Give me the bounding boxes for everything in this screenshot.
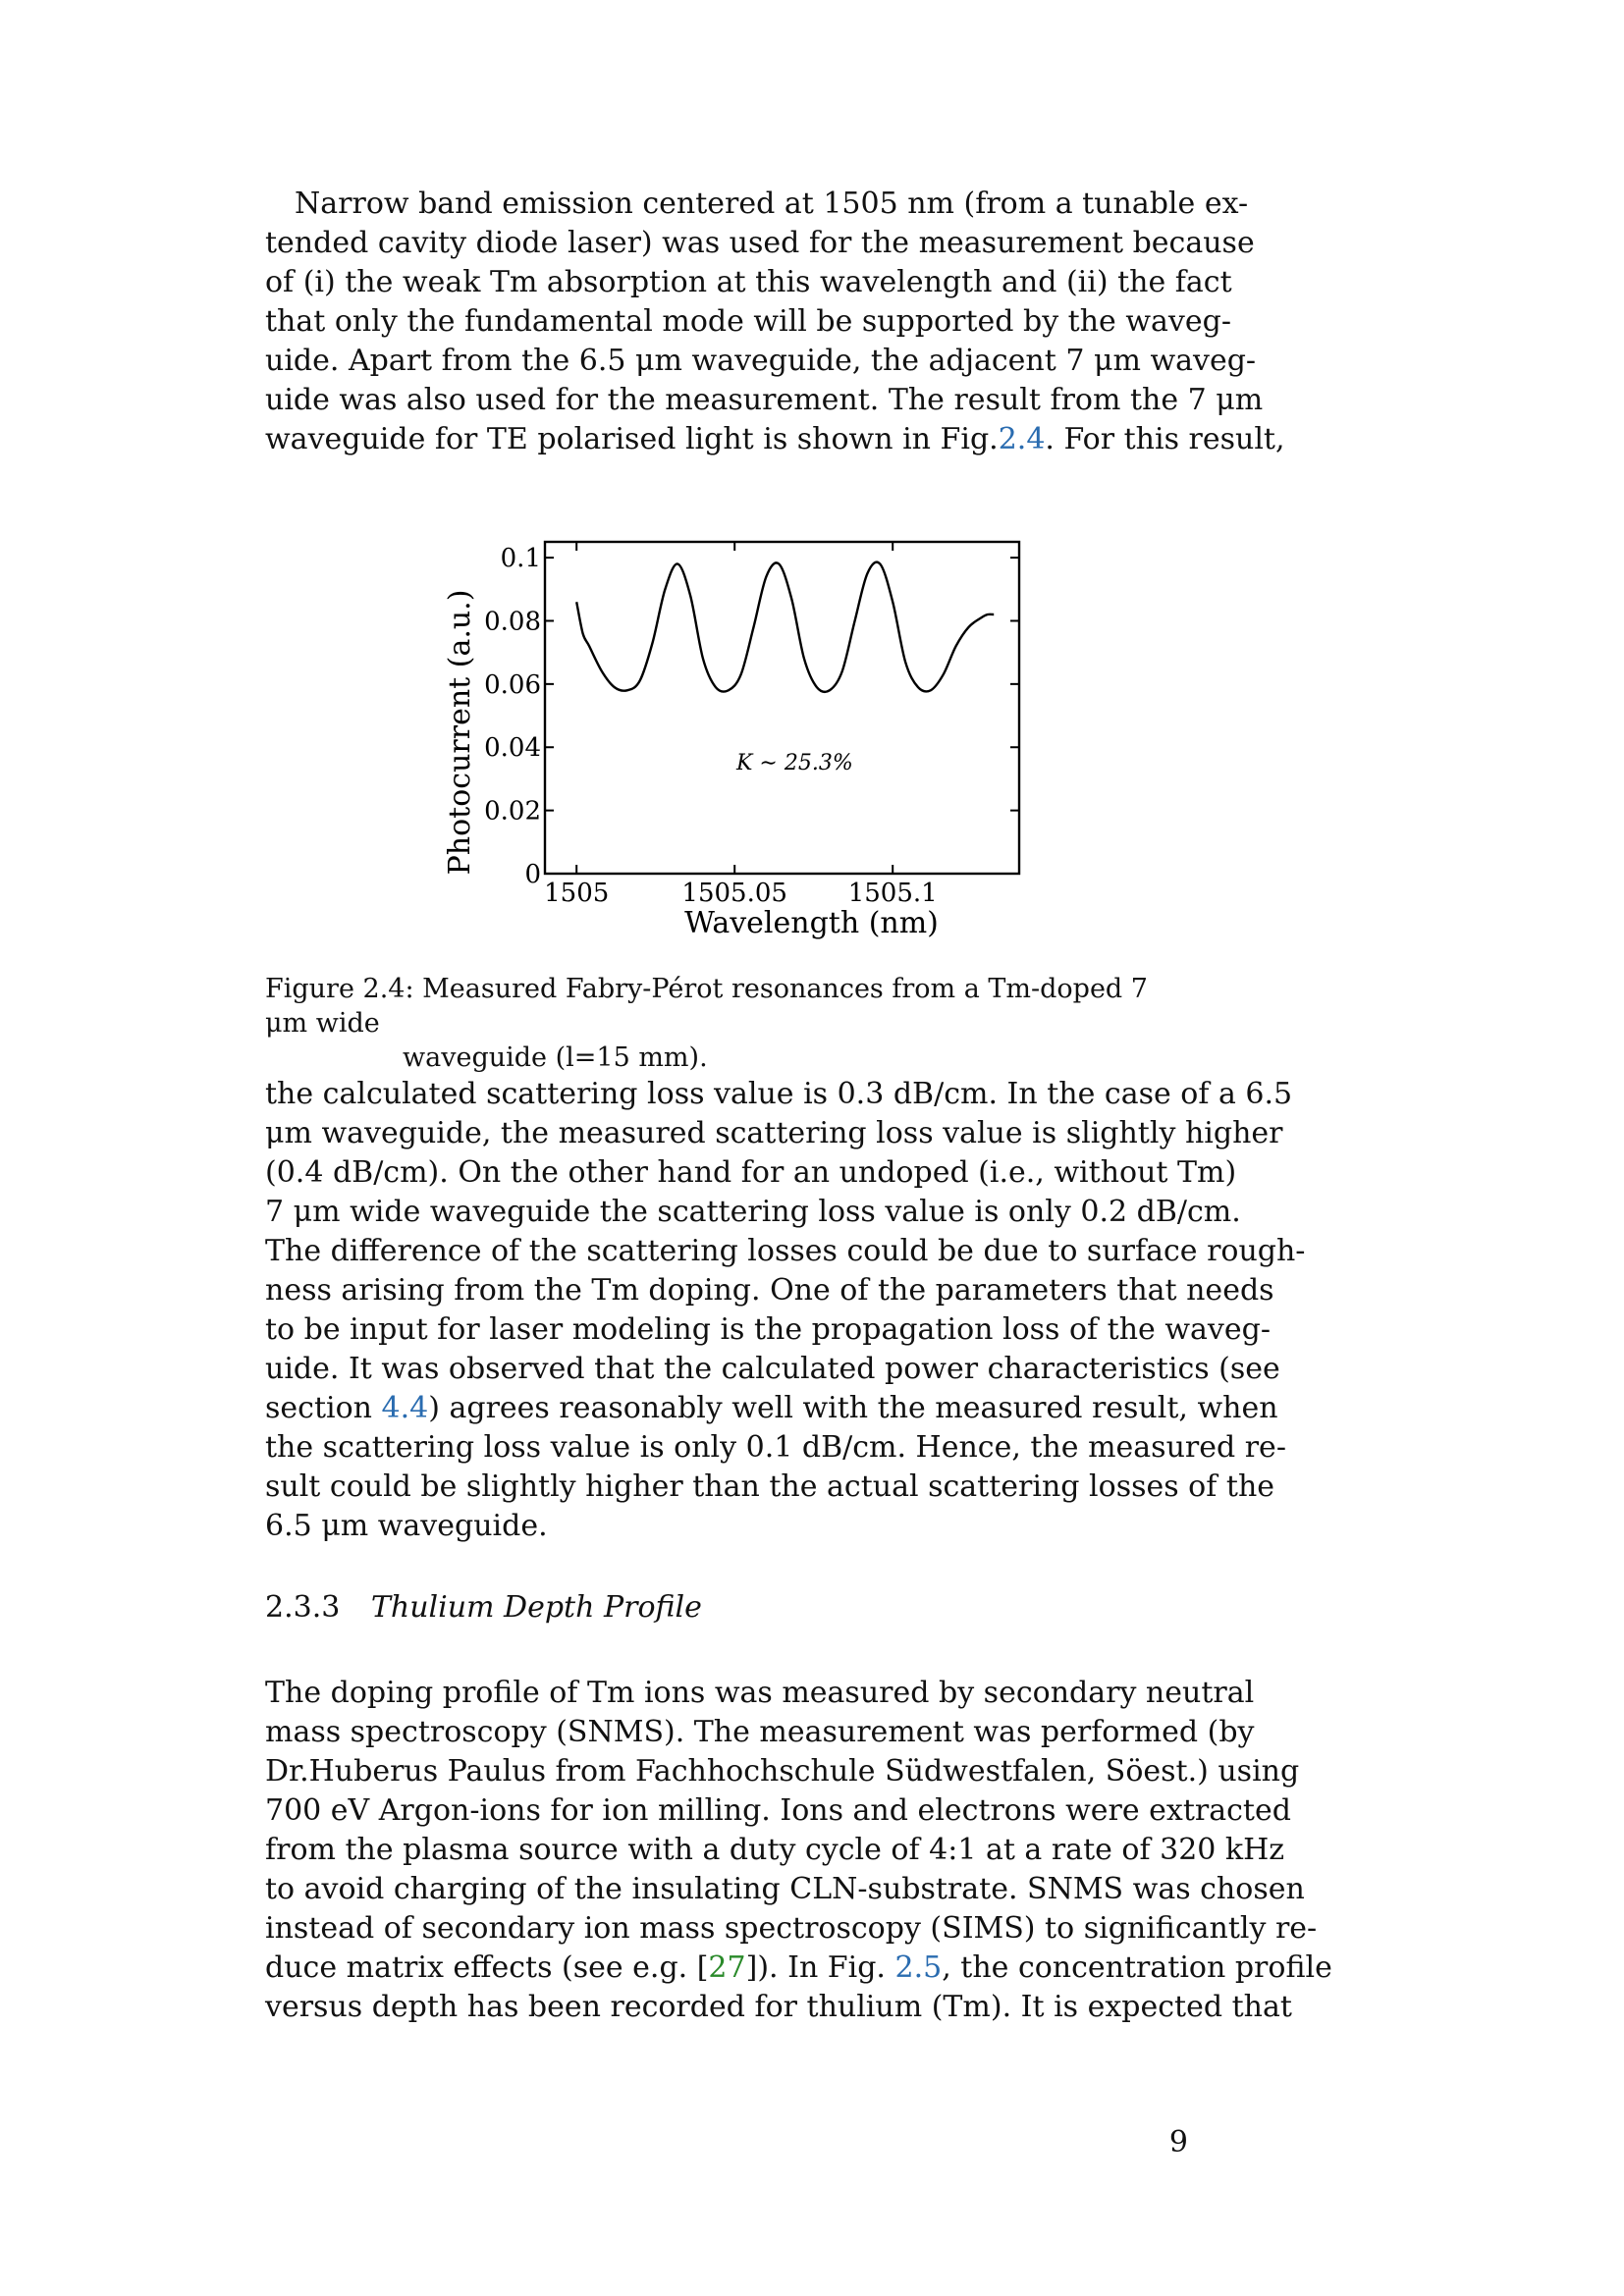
y-axis-label: Photocurrent (a.u.) bbox=[443, 589, 477, 876]
text-line: μm waveguide, the measured scattering loss value is slightly higher bbox=[265, 1116, 1283, 1150]
text-fragment: , the concentration profile bbox=[942, 1950, 1332, 1985]
text-line: tended cavity diode laser) was used for the measurement because bbox=[265, 226, 1255, 260]
text-fragment: duce matrix effects (see e.g. [ bbox=[265, 1950, 709, 1985]
caption-label: Figure 2.4: bbox=[265, 974, 414, 1004]
citation-link[interactable]: 27 bbox=[708, 1950, 746, 1985]
text-line: mass spectroscopy (SNMS). The measurement was performed (by bbox=[265, 1715, 1255, 1749]
text-line: to be input for laser modeling is the propagation loss of the waveg- bbox=[265, 1312, 1271, 1347]
text-line: 6.5 μm waveguide. bbox=[265, 1509, 548, 1543]
paragraph-intro bbox=[265, 185, 1285, 459]
y-tick-label: 0.1 bbox=[500, 544, 541, 574]
fabry-perot-chart bbox=[432, 530, 1060, 952]
caption-text: Measured Fabry-Pérot resonances from a Tm-doped 7 μm wide bbox=[265, 974, 1148, 1039]
figure-2-4 bbox=[432, 530, 1060, 956]
text-line: the calculated scattering loss value is 0.3 dB/cm. In the case of a 6.5 bbox=[265, 1077, 1293, 1111]
text-line: the scattering loss value is only 0.1 dB/cm. Hence, the measured re- bbox=[265, 1430, 1286, 1465]
text-fragment: ) agrees reasonably well with the measured result, when bbox=[428, 1391, 1278, 1425]
annotation-contrast: K ∼ 25.3% bbox=[736, 750, 853, 775]
y-tick-label: 0.06 bbox=[484, 669, 541, 700]
text-line: from the plasma source with a duty cycle of 4:1 at a rate of 320 kHz bbox=[265, 1833, 1285, 1867]
y-tick-label: 0 bbox=[524, 860, 541, 889]
text-line: Narrow band emission centered at 1505 nm (from a tunable ex- bbox=[295, 187, 1249, 221]
text-fragment: waveguide for TE polarised light is shown in Fig. bbox=[265, 422, 999, 456]
text-fragment: section bbox=[265, 1391, 382, 1425]
section-title: Thulium Depth Profile bbox=[370, 1590, 702, 1625]
caption-text-continued: waveguide (l=15 mm). bbox=[403, 1042, 708, 1073]
x-tick-label: 1505 bbox=[544, 879, 610, 908]
text-line: The doping profile of Tm ions was measured by secondary neutral bbox=[265, 1676, 1255, 1710]
text-line bbox=[265, 1389, 1278, 1428]
section-number: 2.3.3 bbox=[265, 1590, 341, 1625]
text-line: ness arising from the Tm doping. One of the parameters that needs bbox=[265, 1273, 1274, 1308]
figure-reference-link[interactable]: 2.4 bbox=[998, 422, 1046, 456]
text-line: versus depth has been recorded for thulium (Tm). It is expected that bbox=[265, 1990, 1292, 2024]
text-line: uide. It was observed that the calculated power characteristics (see bbox=[265, 1352, 1280, 1386]
text-line: 700 eV Argon-ions for ion milling. Ions and electrons were extracted bbox=[265, 1793, 1291, 1828]
text-line: instead of secondary ion mass spectroscopy (SIMS) to significantly re- bbox=[265, 1911, 1318, 1946]
x-tick-label: 1505.05 bbox=[681, 879, 787, 908]
paragraph-scattering-loss bbox=[265, 1075, 1306, 1546]
y-tick-label: 0.02 bbox=[484, 796, 541, 827]
section-reference-link[interactable]: 4.4 bbox=[381, 1391, 429, 1425]
text-line: (0.4 dB/cm). On the other hand for an undoped (i.e., without Tm) bbox=[265, 1155, 1237, 1190]
text-line: of (i) the weak Tm absorption at this wavelength and (ii) the fact bbox=[265, 265, 1232, 299]
text-line: Dr.Huberus Paulus from Fachhochschule Südwestfalen, Söest.) using bbox=[265, 1754, 1300, 1789]
figure-caption bbox=[265, 972, 1188, 1075]
text-line bbox=[265, 420, 1285, 459]
y-tick-label: 0.08 bbox=[484, 607, 541, 637]
page-number: 9 bbox=[1168, 2125, 1188, 2160]
text-line: 7 μm wide waveguide the scattering loss value is only 0.2 dB/cm. bbox=[265, 1195, 1241, 1229]
plot-frame bbox=[545, 542, 1019, 874]
text-line: uide. Apart from the 6.5 μm waveguide, the adjacent 7 μm waveg- bbox=[265, 344, 1257, 378]
text-line: The difference of the scattering losses could be due to surface rough- bbox=[265, 1234, 1306, 1268]
section-heading bbox=[265, 1590, 702, 1625]
text-line: that only the fundamental mode will be supported by the waveg- bbox=[265, 304, 1231, 339]
y-tick-label: 0.04 bbox=[484, 733, 541, 764]
x-tick-label: 1505.1 bbox=[847, 879, 938, 908]
text-line: uide was also used for the measurement. The result from the 7 μm bbox=[265, 383, 1264, 417]
text-line: to avoid charging of the insulating CLN-substrate. SNMS was chosen bbox=[265, 1872, 1305, 1906]
text-fragment: . For this result, bbox=[1045, 422, 1285, 456]
paragraph-depth-profile bbox=[265, 1674, 1332, 2027]
figure-reference-link[interactable]: 2.5 bbox=[894, 1950, 943, 1985]
text-fragment: ]). In Fig. bbox=[745, 1950, 895, 1985]
x-axis-label: Wavelength (nm) bbox=[684, 906, 939, 940]
series-line-measured bbox=[576, 562, 994, 692]
text-line bbox=[265, 1949, 1332, 1988]
text-line: sult could be slightly higher than the actual scattering losses of the bbox=[265, 1469, 1275, 1504]
